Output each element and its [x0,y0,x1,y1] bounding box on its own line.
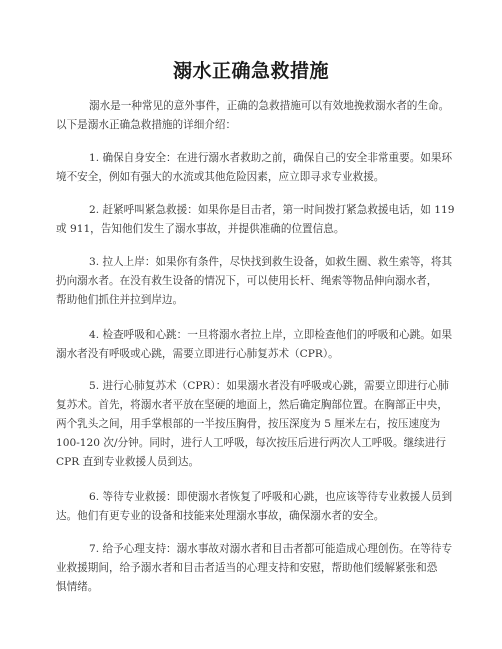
text-line: 1. 确保自身安全：在进行溺水者救助之前，确保自己的安全非常重要。如果环 [89,152,453,164]
text-line: 6. 等待专业救援：即使溺水者恢复了呼吸和心跳，也应该等待专业救援人员到 [89,491,453,503]
text-line: 境不安全，例如有强大的水流或其他危险因素，应立即寻求专业救援。 [56,171,385,183]
text-line: 7. 给予心理支持：溺水事故对溺水者和目击者都可能造成心理创伤。在等待专 [89,543,453,555]
text-line: 两个乳头之间，用手掌根部的一半按压胸骨，按压深度为 5 厘米左右，按压速度为 [56,418,441,430]
text-line: 或 911，告知他们发生了溺水事故，并提供准确的位置信息。 [56,223,345,235]
text-line: 溺水者没有呼吸或心跳，需要立即进行心肺复苏术（CPR）。 [56,348,339,360]
text-line: 复苏术。首先，将溺水者平放在坚硬的地面上，然后确定胸部位置。在胸部正中央， [56,399,448,411]
section-6-paragraph [56,488,453,526]
section-4-paragraph [56,326,453,364]
text-line: CPR 直到专业救援人员到达。 [56,456,200,468]
text-line: 4. 检查呼吸和心跳：一旦将溺水者拉上岸，立即检查他们的呼吸和心跳。如果 [89,329,453,341]
section-2-paragraph [56,201,455,239]
text-line: 3. 拉人上岸：如果你有条件，尽快找到救生设备，如救生圈、救生索等，将其 [89,256,453,268]
section-5-paragraph [56,377,449,472]
text-line: 以下是溺水正确急救措施的详细介绍： [56,119,237,131]
text-line: 100-120 次/分钟。同时，进行人工呼吸，每次按压后进行两次人工呼吸。继续进行 [56,437,446,449]
text-line: 5. 进行心肺复苏术（CPR）：如果溺水者没有呼吸或心跳，需要立即进行心肺 [89,380,449,392]
text-line: 溺水是一种常见的意外事件，正确的急救措施可以有效地挽救溺水者的生命。 [89,100,450,112]
text-line: 2. 赶紧呼叫紧急救援：如果你是目击者，第一时间拨打紧急救援电话，如 119 [89,204,455,216]
text-line: 帮助他们抓住并拉到岸边。 [56,294,184,306]
section-1-paragraph [56,149,453,187]
document-title: 溺水正确急救措施 [172,60,329,82]
section-7-paragraph [56,540,453,597]
text-line: 惧情绪。 [56,581,99,593]
text-line: 扔向溺水者。在没有救生设备的情况下，可以使用长杆、绳索等物品伸向溺水者， [56,275,438,287]
intro-paragraph [56,97,450,135]
section-3-paragraph [56,253,453,310]
text-line: 业救援期间，给予溺水者和目击者适当的心理支持和安慰，帮助他们缓解紧张和恐 [56,562,438,574]
text-line: 达。他们有更专业的设备和技能来处理溺水事故，确保溺水者的安全。 [56,510,385,522]
